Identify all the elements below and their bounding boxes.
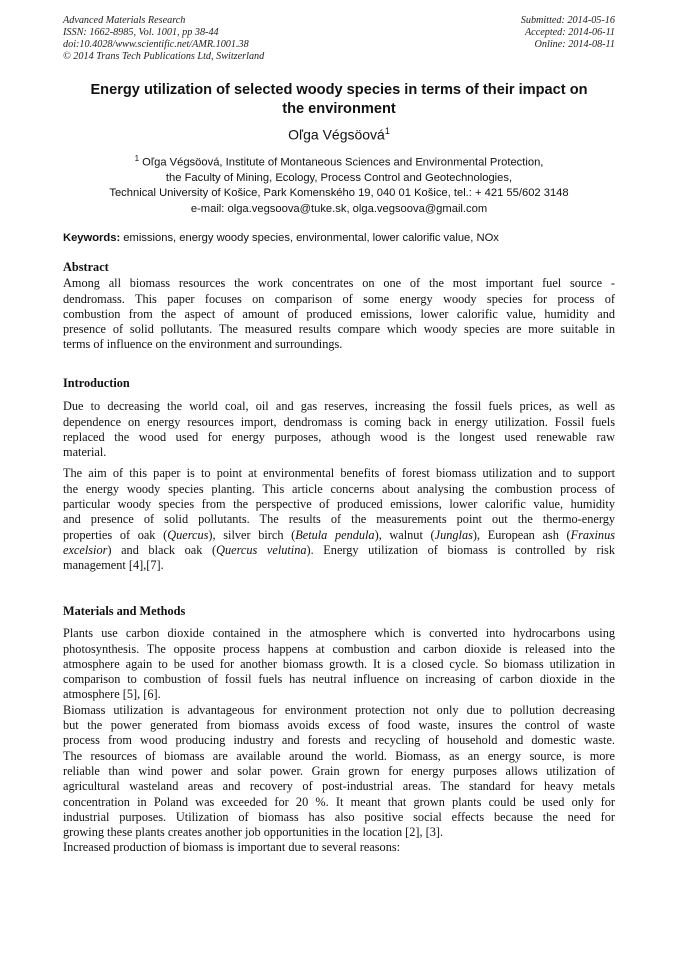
methods-line: Plants use carbon dioxide contained in the atmosphere which is converted into hydrocarbons using: [63, 626, 615, 641]
abstract-heading: Abstract: [63, 260, 109, 274]
affiliation-line-2: the Faculty of Mining, Ecology, Process Control and Geotechnologies,: [165, 171, 513, 184]
text-run: ). Energy utilization of biomass is controlled by risk: [306, 542, 615, 557]
abstract-line: Among all biomass resources the work concentrates on one of the most important fuel source -: [63, 276, 615, 291]
intro-line: and presence of solid pollutants. The results of the measurements point out the thermo-energy: [63, 512, 615, 527]
doi-line: doi:10.4028/www.scientific.net/AMR.1001.38: [63, 39, 249, 50]
methods-line: industrial purposes. Utilization of biomass has also positive social effects because the need for: [63, 809, 615, 824]
intro-line: Due to decreasing the world coal, oil and gas reserves, increasing the fossil fuels prices, as well as: [63, 399, 615, 414]
dates-header: [521, 15, 615, 51]
methods-section: [63, 604, 615, 856]
intro-line: management [4],[7].: [63, 558, 164, 573]
species-name: Junglas: [434, 527, 473, 542]
author-superscript: 1: [384, 126, 390, 136]
author-name: [0, 123, 678, 144]
introduction-paragraph-2: [63, 466, 615, 573]
abstract-line: dendromass. This paper focuses on comparison of some energy woody species for process of: [63, 291, 615, 306]
methods-line: atmosphere again to be used for another biomass growth. It is a closed cycle. So biomass utilization in: [63, 656, 615, 671]
methods-line: photosynthesis. The opposite process happens at combustion and carbon dioxide is released into the: [63, 641, 615, 656]
introduction-section: [63, 376, 615, 574]
abstract-line: terms of influence on the environment and surroundings.: [63, 337, 343, 352]
methods-body: [63, 626, 615, 855]
text-run: properties of oak (: [63, 527, 168, 542]
methods-line: but the power generated from biomass avoids excess of food waste, insures the control of waste: [63, 718, 615, 733]
methods-line: comparison to combustion of fossil fuels has neutral influence on increasing of carbon dioxide in the: [63, 672, 615, 687]
methods-line: growing these plants creates another job opportunities in the location [2], [3].: [63, 825, 444, 840]
abstract-section: [63, 260, 615, 353]
methods-line: The resources of biomass are available around the world. Biomass, as an energy source, is more: [63, 748, 615, 763]
journal-header: [63, 15, 264, 63]
introduction-heading: Introduction: [63, 376, 130, 390]
intro-line: material.: [63, 445, 107, 460]
species-name: Quercus velutina: [216, 542, 307, 557]
keywords-text: emissions, energy woody species, environmental, lower calorific value, NOx: [120, 232, 499, 244]
intro-line: The aim of this paper is to point at environmental benefits of forest biomass utilization and to support: [63, 466, 615, 481]
copyright-line: © 2014 Trans Tech Publications Ltd, Switzerland: [63, 51, 265, 62]
author-text: Oľga Végsöová: [288, 126, 385, 143]
species-name: excelsior: [63, 542, 108, 557]
text-run: ), silver birch (: [208, 527, 296, 542]
online-date: Online: 2014-08-11: [534, 39, 615, 50]
affiliation: [0, 151, 678, 201]
methods-line: process from wood producing industry and forests and recycling of household and domestic waste.: [63, 733, 615, 748]
issn-line: ISSN: 1662-8985, Vol. 1001, pp 38-44: [63, 27, 219, 38]
intro-line: the energy woody species planting. This article concerns about analysing the combustion process of: [63, 481, 615, 496]
email-line: e-mail: olga.vegsoova@tuke.sk, olga.vegsoova@gmail.com: [190, 203, 488, 215]
abstract-body: [63, 276, 615, 352]
submitted-date: Submitted: 2014-05-16: [520, 15, 615, 26]
affiliation-superscript: 1: [134, 154, 140, 163]
introduction-paragraph-1: [63, 399, 615, 460]
methods-line: Increased production of biomass is important due to several reasons:: [63, 840, 401, 855]
intro-line-species: [63, 543, 615, 558]
species-name: Betula pendula: [295, 527, 375, 542]
affiliation-line-3: Technical University of Košice, Park Komenského 19, 040 01 Košice, tel.: + 421 55/602 3148: [109, 186, 569, 199]
title-line-2: the environment: [282, 101, 396, 117]
keywords-label: Keywords:: [63, 232, 121, 244]
methods-line: agricultural wasteland areas and recovery of post-industrial areas. The standard for heavy metals: [63, 779, 615, 794]
accepted-date: Accepted: 2014-06-11: [524, 27, 615, 38]
abstract-line: combustion from the aspect of amount of produced emissions, lower calorific value, humidity and: [63, 306, 615, 321]
text-run: ) and black oak (: [107, 542, 217, 557]
journal-name: Advanced Materials Research: [63, 15, 186, 26]
methods-heading: Materials and Methods: [63, 604, 186, 618]
title-line-1: Energy utilization of selected woody species in terms of their impact on: [90, 82, 588, 98]
methods-line: atmosphere [5], [6].: [63, 687, 161, 702]
text-run: ), walnut (: [374, 527, 435, 542]
abstract-line: presence of solid pollutants. The measured results compare which woody species are more suitable in: [63, 322, 615, 337]
keywords: [63, 231, 615, 246]
intro-line-species: [63, 528, 615, 543]
text-run: ), European ash (: [472, 527, 571, 542]
intro-line: dependence on energy resources import, dendromass is coming back in energy utilization. Fossil fuels: [63, 414, 615, 429]
affiliation-line-1: Oľga Végsöová, Institute of Montaneous Sciences and Environmental Protection,: [139, 156, 544, 169]
methods-line: concentration in Poland was exceeded for 20 %. It meant that grown plants could be used only for: [63, 794, 615, 809]
paper-title: [60, 81, 618, 119]
intro-line: replaced the wood used for energy purposes, athough wood is the longest used renewable raw: [63, 429, 615, 444]
species-name: Fraxinus: [570, 527, 615, 542]
methods-line: reliable than wind power and solar power. Grain grown for energy purposes allows utilization of: [63, 763, 615, 778]
methods-line: Biomass utilization is advantageous for environment protection not only due to pollution decreasing: [63, 702, 615, 717]
species-name: Quercus: [167, 527, 209, 542]
intro-line: particular woody species from the perspective of produced emissions, lower calorific value, humidity: [63, 497, 615, 512]
